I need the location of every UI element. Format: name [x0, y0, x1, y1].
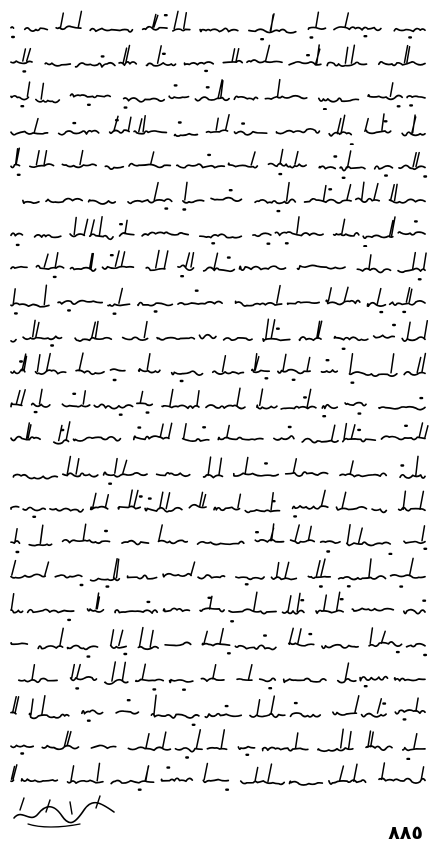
- manuscript-line: [7, 145, 429, 179]
- manuscript-line: [7, 589, 429, 623]
- manuscript-line: [7, 42, 429, 76]
- manuscript-line: [7, 521, 429, 555]
- manuscript-line: [7, 624, 429, 658]
- manuscript-line: [7, 418, 429, 452]
- manuscript-line: [7, 213, 429, 247]
- manuscript-line: [7, 282, 429, 316]
- manuscript-line: [7, 316, 429, 350]
- manuscript-line: [7, 76, 429, 110]
- manuscript-line: [7, 350, 429, 384]
- manuscript-line: [7, 8, 429, 42]
- manuscript-line: [7, 726, 429, 760]
- manuscript-line: [7, 179, 429, 213]
- manuscript-line: [7, 487, 429, 521]
- manuscript-line: [7, 555, 429, 589]
- manuscript-line: [7, 453, 429, 487]
- manuscript-line: [7, 658, 429, 692]
- manuscript-line: [7, 692, 429, 726]
- manuscript-line: [7, 384, 429, 418]
- signature: [10, 790, 120, 830]
- page-number: ٨٨٥: [388, 822, 423, 844]
- manuscript-line: [7, 111, 429, 145]
- manuscript-line: [7, 247, 429, 281]
